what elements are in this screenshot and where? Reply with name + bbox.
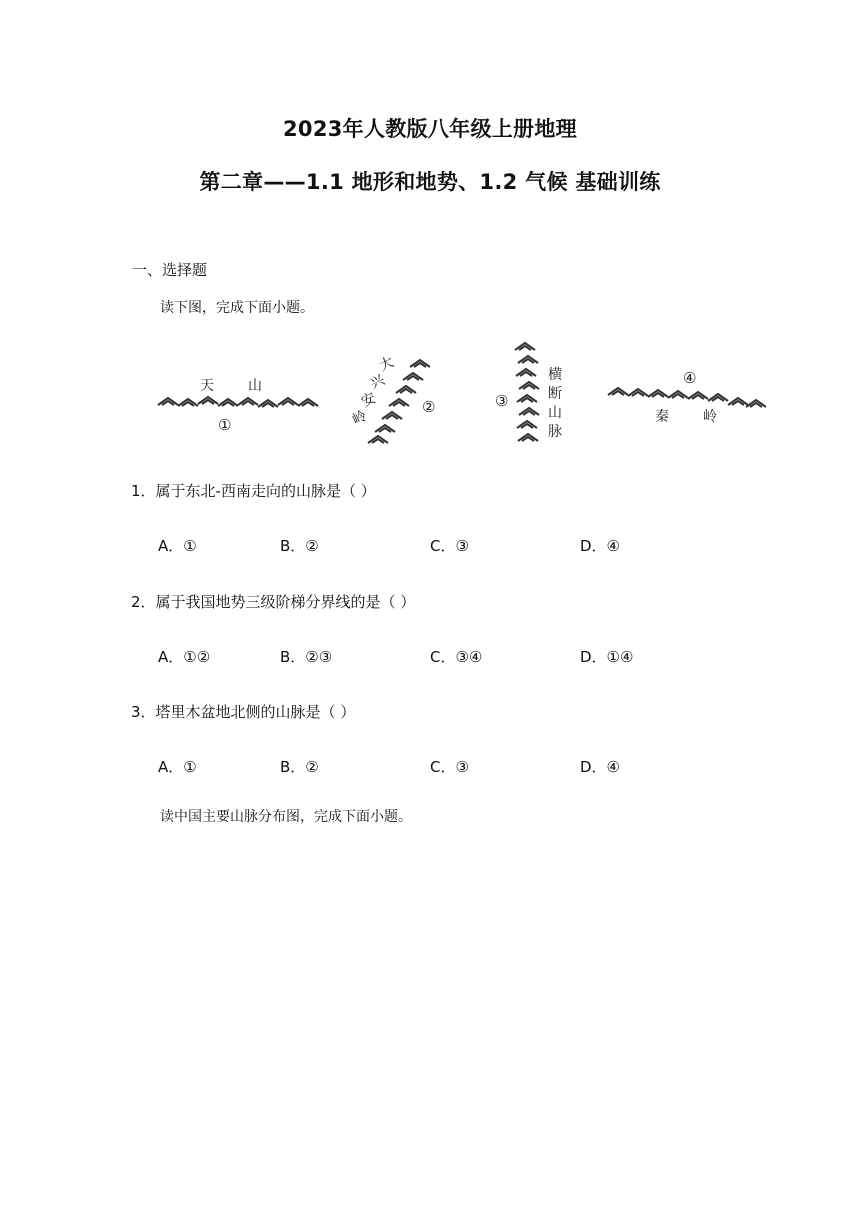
- daxinganling-char-1: 大: [376, 354, 397, 375]
- hengduan-char-2: 断: [548, 386, 562, 402]
- question-2-option-b[interactable]: B．②③: [280, 648, 333, 666]
- document-subtitle: 第二章——1.1 地形和地势、1.2 气候 基础训练: [199, 170, 661, 194]
- question-1-stem: 1．属于东北-西南走向的山脉是（ ）: [131, 482, 376, 500]
- daxinganling-char-2: 兴: [367, 372, 388, 393]
- question-2-option-a[interactable]: A．①②: [158, 648, 211, 666]
- tianshan-label-1: 天: [200, 378, 214, 394]
- question-3-option-a[interactable]: A．①: [158, 758, 197, 776]
- question-2-option-d[interactable]: D．①④: [580, 648, 634, 666]
- section-heading: 一、选择题: [132, 261, 208, 279]
- question-1-option-d[interactable]: D．④: [580, 537, 620, 555]
- question-3-option-b[interactable]: B．②: [280, 758, 319, 776]
- map-instruction: 读中国主要山脉分布图，完成下面小题。: [160, 809, 412, 825]
- question-1-option-b[interactable]: B．②: [280, 537, 319, 555]
- hengduan-range-symbol: [515, 343, 539, 441]
- document-title: 2023年人教版八年级上册地理: [283, 117, 577, 141]
- question-1-option-a[interactable]: A．①: [158, 537, 197, 555]
- question-3-option-c[interactable]: C．③: [430, 758, 469, 776]
- mountain-range-figure: [150, 335, 770, 460]
- hengduan-number: ③: [495, 392, 509, 410]
- question-3-stem: 3．塔里木盆地北侧的山脉是（ ）: [131, 703, 356, 721]
- qinling-number: ④: [683, 369, 697, 387]
- daxinganling-char-3: 安: [358, 390, 379, 411]
- question-1-option-c[interactable]: C．③: [430, 537, 469, 555]
- question-2-option-c[interactable]: C．③④: [430, 648, 483, 666]
- hengduan-char-4: 脉: [548, 424, 562, 440]
- qinling-label-2: 岭: [703, 409, 717, 425]
- tianshan-label-2: 山: [248, 378, 262, 394]
- hengduan-char-3: 山: [548, 405, 562, 421]
- daxinganling-char-4: 岭: [349, 408, 370, 429]
- tianshan-range-symbol: [158, 397, 318, 407]
- hengduan-char-1: 横: [548, 367, 562, 383]
- daxinganling-range-symbol: [368, 360, 430, 443]
- tianshan-number: ①: [218, 416, 232, 434]
- question-3-option-d[interactable]: D．④: [580, 758, 620, 776]
- qinling-range-symbol: [608, 388, 766, 407]
- qinling-label-1: 秦: [655, 409, 669, 425]
- daxinganling-number: ②: [422, 398, 436, 416]
- figure-instruction: 读下图，完成下面小题。: [160, 300, 314, 316]
- question-2-stem: 2．属于我国地势三级阶梯分界线的是（ ）: [131, 593, 416, 611]
